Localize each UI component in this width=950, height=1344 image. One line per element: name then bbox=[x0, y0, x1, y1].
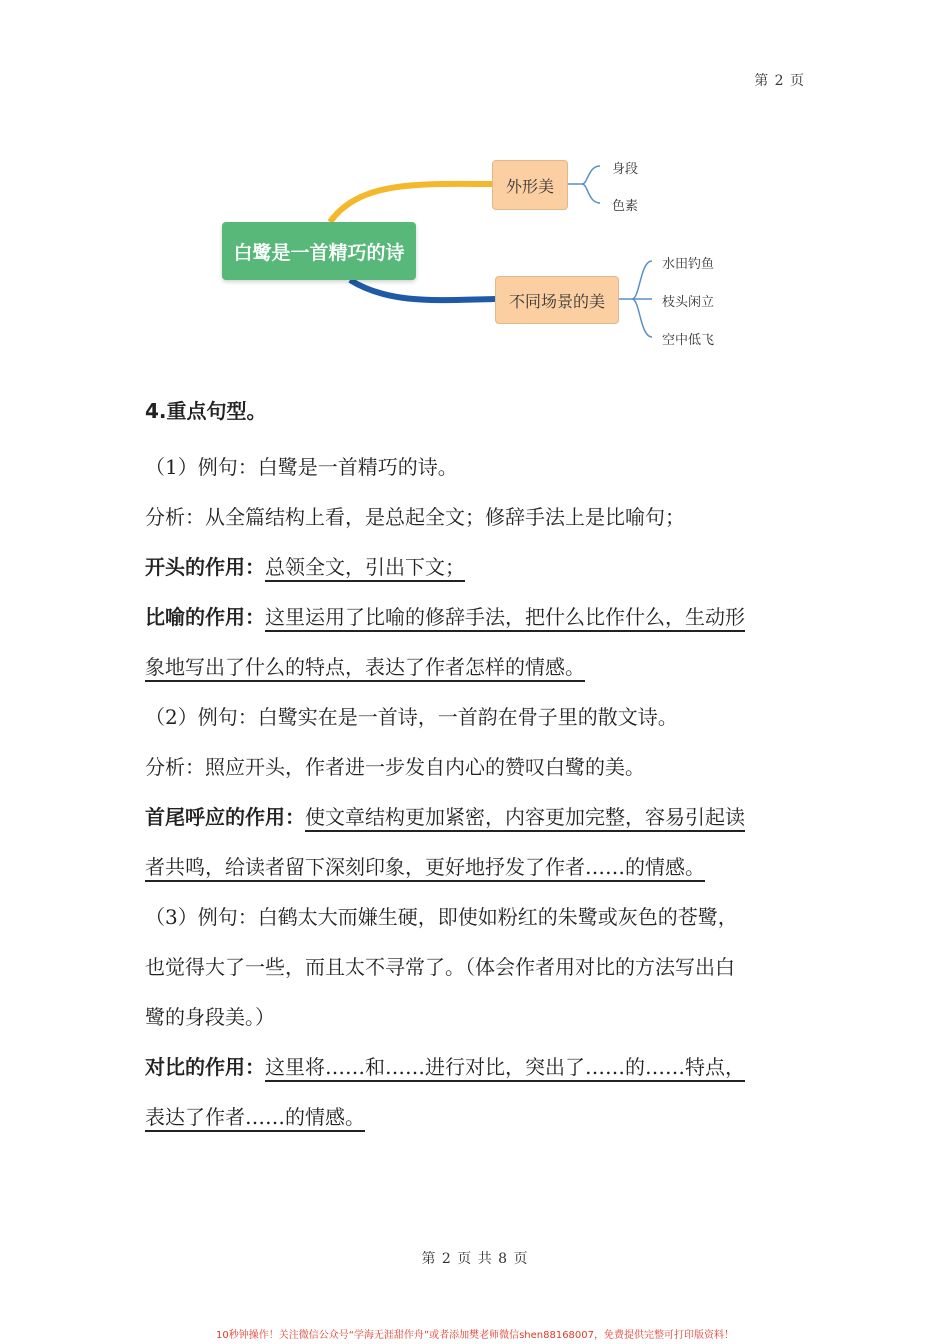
echo-function-cont bbox=[145, 842, 810, 892]
analysis-1: 分析：从全篇结构上看，是总起全文；修辞手法上是比喻句； bbox=[145, 505, 685, 529]
mind-map-branch-appearance: 外形美 bbox=[492, 160, 568, 210]
example-2: （2）例句：白鹭实在是一首诗，一首韵在骨子里的散文诗。 bbox=[145, 705, 678, 729]
metaphor-function-label: 比喻的作用： bbox=[145, 605, 265, 629]
example-3: （3）例句：白鹤太大而嫌生硬，即使如粉红的朱鹭或灰色的苍鹭， bbox=[145, 905, 738, 929]
mind-map-leaf: 水田钓鱼 bbox=[662, 257, 715, 272]
analysis-2: 分析：照应开头，作者进一步发自内心的赞叹白鹭的美。 bbox=[145, 755, 645, 779]
contrast-function bbox=[145, 1042, 810, 1092]
mind-map-leaf: 身段 bbox=[612, 162, 639, 177]
mind-map-leaf: 空中低飞 bbox=[662, 333, 715, 348]
opening-function bbox=[145, 542, 810, 592]
connector-top bbox=[330, 184, 492, 222]
example-3-end: 鹭的身段美。） bbox=[145, 1005, 275, 1029]
key-sentences-section bbox=[145, 392, 810, 1142]
mind-map-branch-scenes: 不同场景的美 bbox=[495, 276, 619, 324]
contrast-function-text-cont: 表达了作者……的情感。 bbox=[145, 1105, 365, 1129]
metaphor-function-cont bbox=[145, 642, 810, 692]
contrast-function-label: 对比的作用： bbox=[145, 1055, 265, 1079]
mind-map bbox=[200, 140, 760, 380]
metaphor-function-text-cont: 象地写出了什么的特点，表达了作者怎样的情感。 bbox=[145, 655, 585, 679]
echo-function-text: 使文章结构更加紧密，内容更加完整，容易引起读 bbox=[305, 805, 745, 829]
echo-function bbox=[145, 792, 810, 842]
metaphor-function bbox=[145, 592, 810, 642]
page-header: 第 2 页 bbox=[754, 73, 805, 89]
metaphor-function-text: 这里运用了比喻的修辞手法，把什么比作什么，生动形 bbox=[265, 605, 745, 629]
mind-map-leaf: 枝头闲立 bbox=[662, 295, 715, 310]
leaf-bracket-1 bbox=[566, 166, 600, 203]
contrast-function-cont bbox=[145, 1092, 810, 1142]
mind-map-root: 白鹭是一首精巧的诗 bbox=[222, 222, 416, 280]
section-title: 4.重点句型。 bbox=[145, 399, 267, 423]
opening-function-label: 开头的作用： bbox=[145, 555, 265, 579]
opening-function-text: 总领全文，引出下文； bbox=[265, 555, 465, 579]
echo-function-text-cont: 者共鸣，给读者留下深刻印象，更好地抒发了作者……的情感。 bbox=[145, 855, 705, 879]
connector-bottom bbox=[350, 280, 495, 300]
example-1: （1）例句：白鹭是一首精巧的诗。 bbox=[145, 455, 458, 479]
page-footer: 第 2 页 共 8 页 bbox=[421, 1251, 529, 1267]
contrast-function-text: 这里将……和……进行对比，突出了……的……特点， bbox=[265, 1055, 745, 1079]
example-3-cont: 也觉得大了一些，而且太不寻常了。（体会作者用对比的方法写出白 bbox=[145, 955, 735, 979]
echo-function-label: 首尾呼应的作用： bbox=[145, 805, 305, 829]
promo-notice: 10秒钟操作！关注微信公众号“学海无涯甜作舟”或者添加樊老师微信shen88168007，免费提供完整可打印版资料！ bbox=[215, 1330, 735, 1341]
leaf-bracket-2 bbox=[617, 261, 652, 337]
mind-map-leaf: 色素 bbox=[612, 199, 639, 214]
